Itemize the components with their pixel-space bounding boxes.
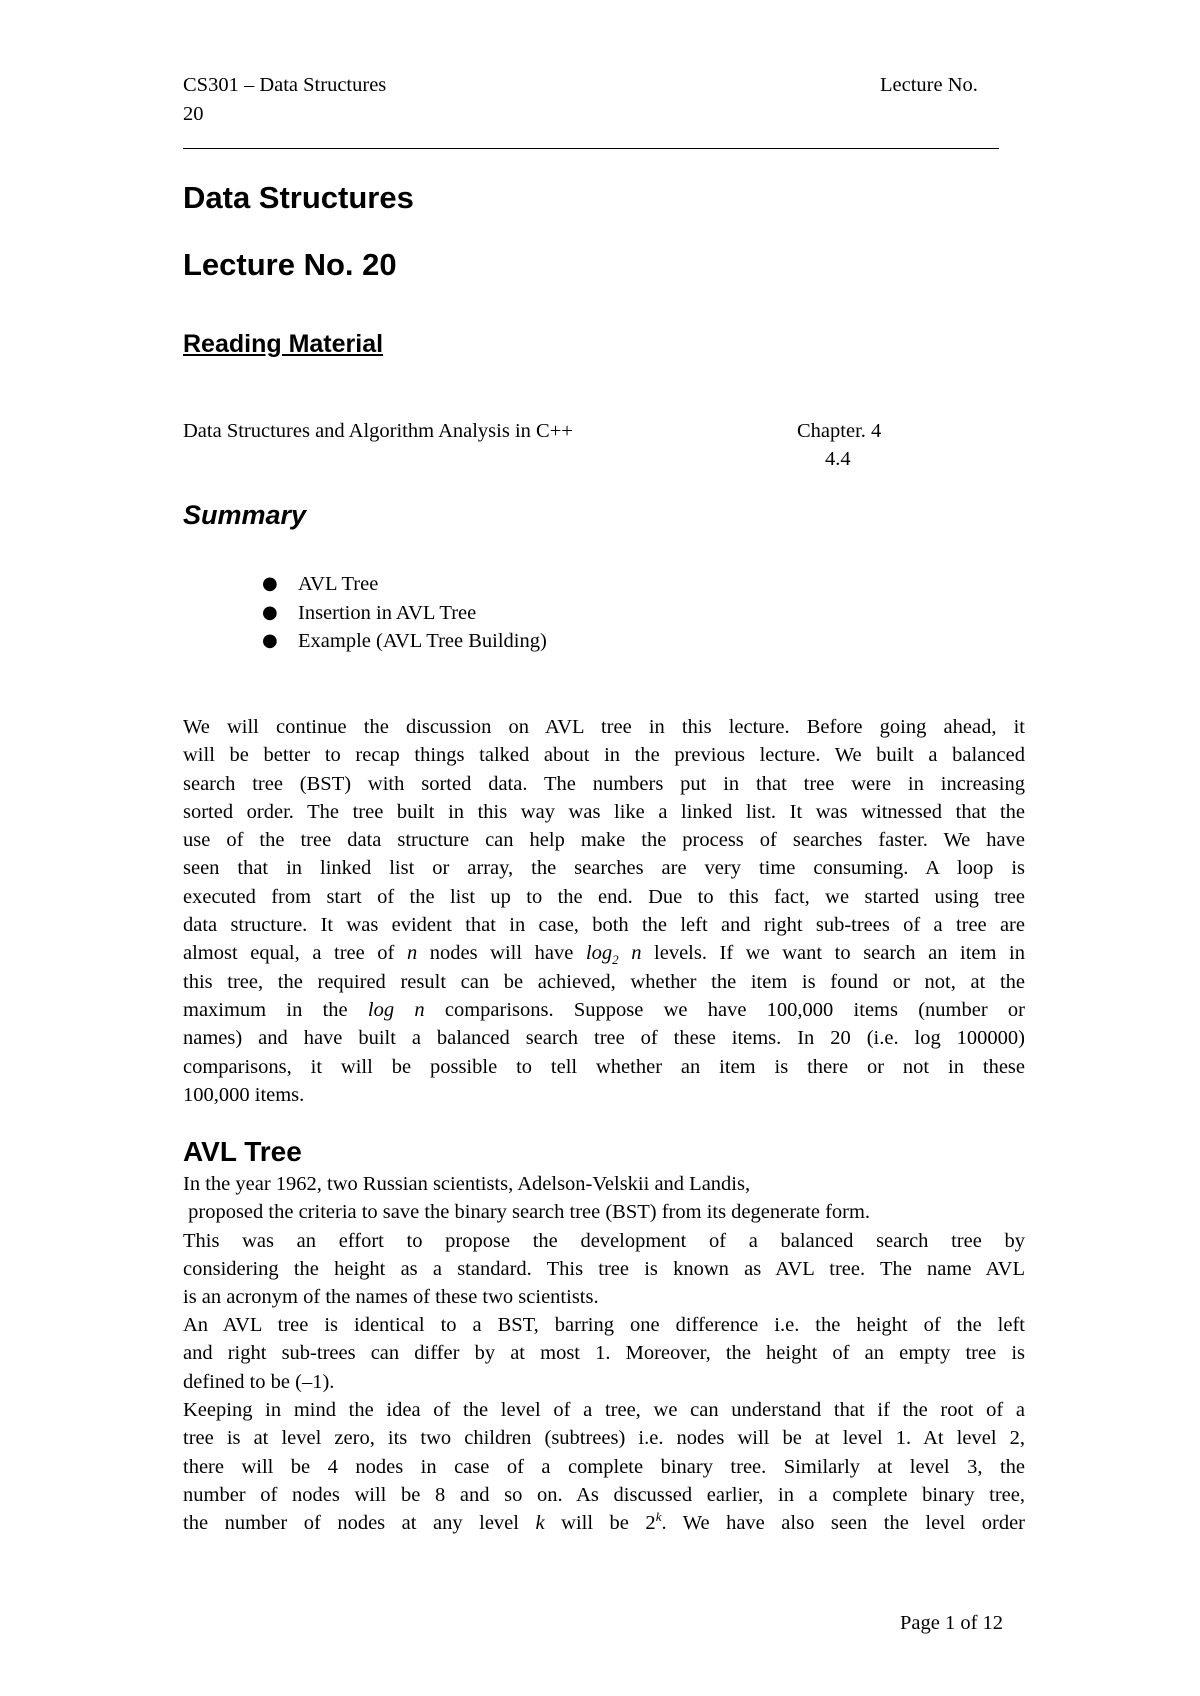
avl-tree-heading: AVL Tree	[183, 1136, 302, 1167]
bullet-icon: ●	[262, 630, 278, 651]
lecture-heading: Lecture No. 20	[183, 247, 397, 282]
avl-paragraph-2: An AVL tree is identical to a BST, barring one difference i.e. the height of the left and right sub-trees can differ by at most 1. Moreover, the height of an empty tree is defined to be (–1).	[183, 1314, 1025, 1393]
header-lecture-label: Lecture No.	[880, 74, 978, 96]
reading-section: 4.4	[825, 448, 851, 470]
header-course: CS301 – Data Structures	[183, 74, 387, 96]
summary-list	[262, 570, 547, 656]
summary-item: ● Insertion in AVL Tree	[262, 599, 547, 628]
page-number: Page 1 of 12	[900, 1612, 1004, 1634]
header-rule	[183, 148, 999, 149]
reading-chapter: Chapter. 4	[797, 420, 882, 442]
reading-book-title: Data Structures and Algorithm Analysis in C++	[183, 420, 573, 442]
bullet-icon: ●	[262, 573, 278, 594]
avl-paragraph-1: In the year 1962, two Russian scientists, Adelson-Velskii and Landis, proposed the criteria to save the binary search tree (BST) from its degenerate form. This was an effort to propose the development of a balanced search tree by considering the height as a standard. This tree is known as AVL tree. The name AVL is an acronym of the names of these two scientists.	[183, 1173, 1025, 1309]
summary-item: ● AVL Tree	[262, 570, 547, 599]
intro-paragraph: We will continue the discussion on AVL tree in this lecture. Before going ahead, it will be better to recap things talked about in the previous lecture. We built a balanced search tree (BST) with sorted data. The numbers put in that tree were in increasing sorted order. The tree built in this way was like a linked list. It was witnessed that the use of the tree data structure can help make the process of searches faster. We have seen that in linked list or array, the searches are very time consuming. A loop is executed from start of the list up to the end. Due to this fact, we started using tree data structure. It was evident that in case, both the left and right sub-trees of a tree are almost equal, a tree of n nodes will have $\log_2 n$ levels. If we want to search an item in this tree, the required result can be achieved, whether the item is found or not, at the maximum in the log n comparisons. Suppose we have 100,000 items (number or names) and have built a balanced search tree of these items. In 20 (i.e. log 100000) comparisons, it will be possible to tell whether an item is there or not in these 100,000 items.	[183, 716, 1026, 1106]
document-title: Data Structures	[183, 180, 414, 215]
header-lecture-number: 20	[183, 103, 204, 125]
bullet-icon: ●	[262, 601, 278, 623]
avl-paragraph-3: Keeping in mind the idea of the level of a tree, we can understand that if the root of a tree is at level zero, its two children (subtrees) i.e. nodes will be at level 1. At level 2, there will be 4 nodes in case of a complete binary tree. Similarly at level 3, the number of nodes will be 8 and so on. As discussed earlier, in a complete binary tree, the number of nodes at any level k will be 2$^k$. We have also seen the level order	[183, 1399, 1025, 1535]
summary-heading: Summary	[183, 500, 307, 530]
reading-material-heading: Reading Material	[183, 330, 384, 358]
summary-item: ● Example (AVL Tree Building)	[262, 627, 547, 656]
